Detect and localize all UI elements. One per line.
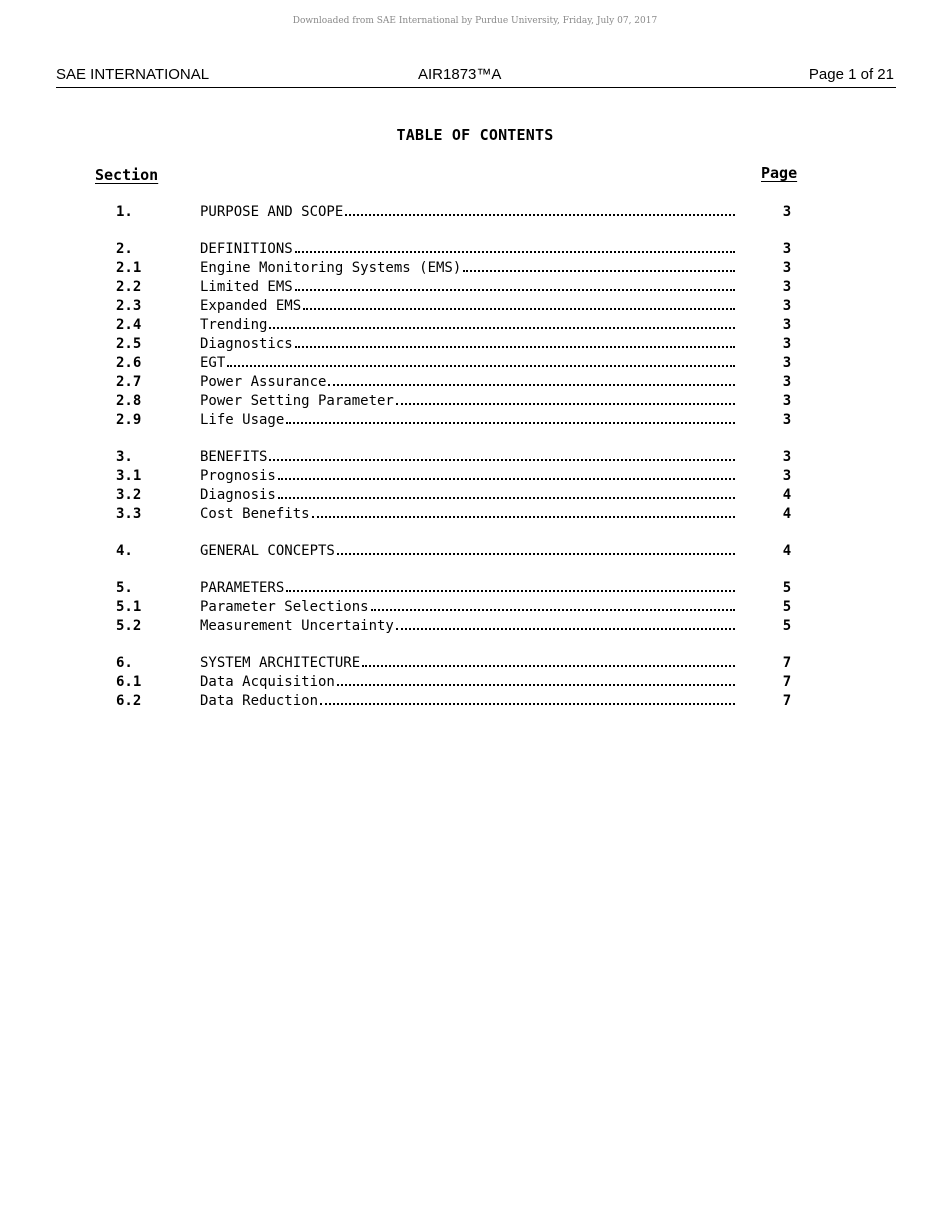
toc-entry-page: 3 xyxy=(782,355,792,371)
toc-entry xyxy=(0,279,950,298)
toc-entry-title: Expanded EMS xyxy=(200,298,302,314)
dot-leader xyxy=(278,487,735,499)
toc-entry-page: 3 xyxy=(782,336,792,352)
toc-entry xyxy=(0,618,950,637)
dot-leader xyxy=(463,260,735,272)
toc-entry-number: 2.4 xyxy=(116,317,142,333)
toc-entry-number: 5.1 xyxy=(116,599,142,615)
toc-entry-page: 3 xyxy=(782,393,792,409)
toc-entry-page: 3 xyxy=(782,241,792,257)
dot-leader xyxy=(269,449,735,461)
toc-entry-title: SYSTEM ARCHITECTURE xyxy=(200,655,361,671)
toc-entry-title: Engine Monitoring Systems (EMS) xyxy=(200,260,462,276)
toc-entry-title: Power Setting Parameter xyxy=(200,393,394,409)
toc-entry-number: 2. xyxy=(116,241,133,257)
toc-entry-title: EGT xyxy=(200,355,226,371)
toc-entry-title: DEFINITIONS xyxy=(200,241,293,257)
header-doc-id: AIR1873™A xyxy=(418,66,502,83)
dot-leader xyxy=(303,298,735,310)
toc-entry-page: 3 xyxy=(782,374,792,390)
toc-entry-page: 7 xyxy=(782,655,792,671)
toc-entry-number: 6. xyxy=(116,655,133,671)
dot-leader xyxy=(269,317,735,329)
toc-entry-page: 3 xyxy=(782,412,792,428)
toc-entry-title: Diagnosis xyxy=(200,487,276,503)
page-column-heading: Page xyxy=(761,164,798,182)
dot-leader xyxy=(337,674,735,686)
toc-entry xyxy=(0,580,950,599)
toc-title: TABLE OF CONTENTS xyxy=(396,126,554,144)
toc-entry-title: Prognosis xyxy=(200,468,276,484)
toc-entry-page: 3 xyxy=(782,449,792,465)
toc-entry-number: 6.1 xyxy=(116,674,142,690)
section-column-heading: Section xyxy=(95,166,159,184)
toc-entry-number: 2.8 xyxy=(116,393,142,409)
dot-leader xyxy=(278,468,735,480)
toc-entry xyxy=(0,204,950,223)
dot-leader xyxy=(337,543,735,555)
toc-entry-number: 2.6 xyxy=(116,355,142,371)
toc-entry-number: 2.9 xyxy=(116,412,142,428)
toc-entry-number: 2.2 xyxy=(116,279,142,295)
toc-entry-title: Measurement Uncertainty xyxy=(200,618,394,634)
toc-entry-title: Parameter Selections xyxy=(200,599,369,615)
toc-entry xyxy=(0,260,950,279)
page-header xyxy=(56,66,896,88)
toc-entry-number: 1. xyxy=(116,204,133,220)
dot-leader xyxy=(328,374,735,386)
toc-entry-number: 3.2 xyxy=(116,487,142,503)
toc-entry-title: Diagnostics xyxy=(200,336,293,352)
toc-entry-page: 7 xyxy=(782,674,792,690)
toc-entry-page: 3 xyxy=(782,260,792,276)
dot-leader xyxy=(345,204,735,216)
toc-entry-title: BENEFITS xyxy=(200,449,268,465)
dot-leader xyxy=(295,241,735,253)
toc-entry xyxy=(0,374,950,393)
toc-entry-title: Data Reduction xyxy=(200,693,319,709)
toc-entry-number: 2.1 xyxy=(116,260,142,276)
download-watermark: Downloaded from SAE International by Purdue University, Friday, July 07, 2017 xyxy=(292,16,658,26)
dot-leader xyxy=(396,393,735,405)
toc-entry xyxy=(0,317,950,336)
dot-leader xyxy=(371,599,735,611)
toc-entry-title: Cost Benefits xyxy=(200,506,310,522)
toc-entry-page: 5 xyxy=(782,580,792,596)
toc-entry-title: Data Acquisition xyxy=(200,674,335,690)
toc-entry xyxy=(0,487,950,506)
toc-entry-number: 3.1 xyxy=(116,468,142,484)
dot-leader xyxy=(286,412,735,424)
toc-entry-page: 5 xyxy=(782,599,792,615)
toc-entry-title: Power Assurance xyxy=(200,374,327,390)
toc-entry xyxy=(0,336,950,355)
dot-leader xyxy=(295,336,735,348)
dot-leader xyxy=(295,279,735,291)
toc-entry-page: 3 xyxy=(782,298,792,314)
toc-entry-page: 3 xyxy=(782,204,792,220)
toc-entry-number: 6.2 xyxy=(116,693,142,709)
toc-entry-title: Trending xyxy=(200,317,268,333)
toc-entry-page: 3 xyxy=(782,468,792,484)
toc-entry-page: 7 xyxy=(782,693,792,709)
toc-entry-number: 3.3 xyxy=(116,506,142,522)
toc-entry-page: 4 xyxy=(782,506,792,522)
toc-entry-title: Limited EMS xyxy=(200,279,293,295)
toc-entry xyxy=(0,298,950,317)
toc-entry-page: 4 xyxy=(782,543,792,559)
toc-entry xyxy=(0,599,950,618)
toc-entry-title: PURPOSE AND SCOPE xyxy=(200,204,344,220)
toc-entry xyxy=(0,655,950,674)
toc-entry xyxy=(0,449,950,468)
toc-entry xyxy=(0,468,950,487)
dot-leader xyxy=(320,693,735,705)
toc-entry xyxy=(0,393,950,412)
toc-entry-number: 5.2 xyxy=(116,618,142,634)
toc-entry-title: GENERAL CONCEPTS xyxy=(200,543,335,559)
toc-entry-page: 5 xyxy=(782,618,792,634)
header-org: SAE INTERNATIONAL xyxy=(56,66,210,83)
dot-leader xyxy=(362,655,735,667)
toc-entry-number: 2.5 xyxy=(116,336,142,352)
toc-entry xyxy=(0,693,950,712)
toc-entry-page: 4 xyxy=(782,487,792,503)
toc-entry xyxy=(0,241,950,260)
toc-entry-page: 3 xyxy=(782,279,792,295)
toc-entry-number: 3. xyxy=(116,449,133,465)
toc-entry xyxy=(0,355,950,374)
toc-entry-number: 4. xyxy=(116,543,133,559)
dot-leader xyxy=(396,618,735,630)
toc-entry xyxy=(0,412,950,431)
toc-entry-number: 2.3 xyxy=(116,298,142,314)
toc-entry-number: 5. xyxy=(116,580,133,596)
toc-entry xyxy=(0,674,950,693)
dot-leader xyxy=(227,355,735,367)
toc-entry-title: Life Usage xyxy=(200,412,285,428)
toc-entry-number: 2.7 xyxy=(116,374,142,390)
toc-entry xyxy=(0,506,950,525)
dot-leader xyxy=(312,506,735,518)
dot-leader xyxy=(286,580,735,592)
header-page-number: Page 1 of 21 xyxy=(808,66,894,83)
toc-entry xyxy=(0,543,950,562)
toc-entry-page: 3 xyxy=(782,317,792,333)
toc-entry-title: PARAMETERS xyxy=(200,580,285,596)
